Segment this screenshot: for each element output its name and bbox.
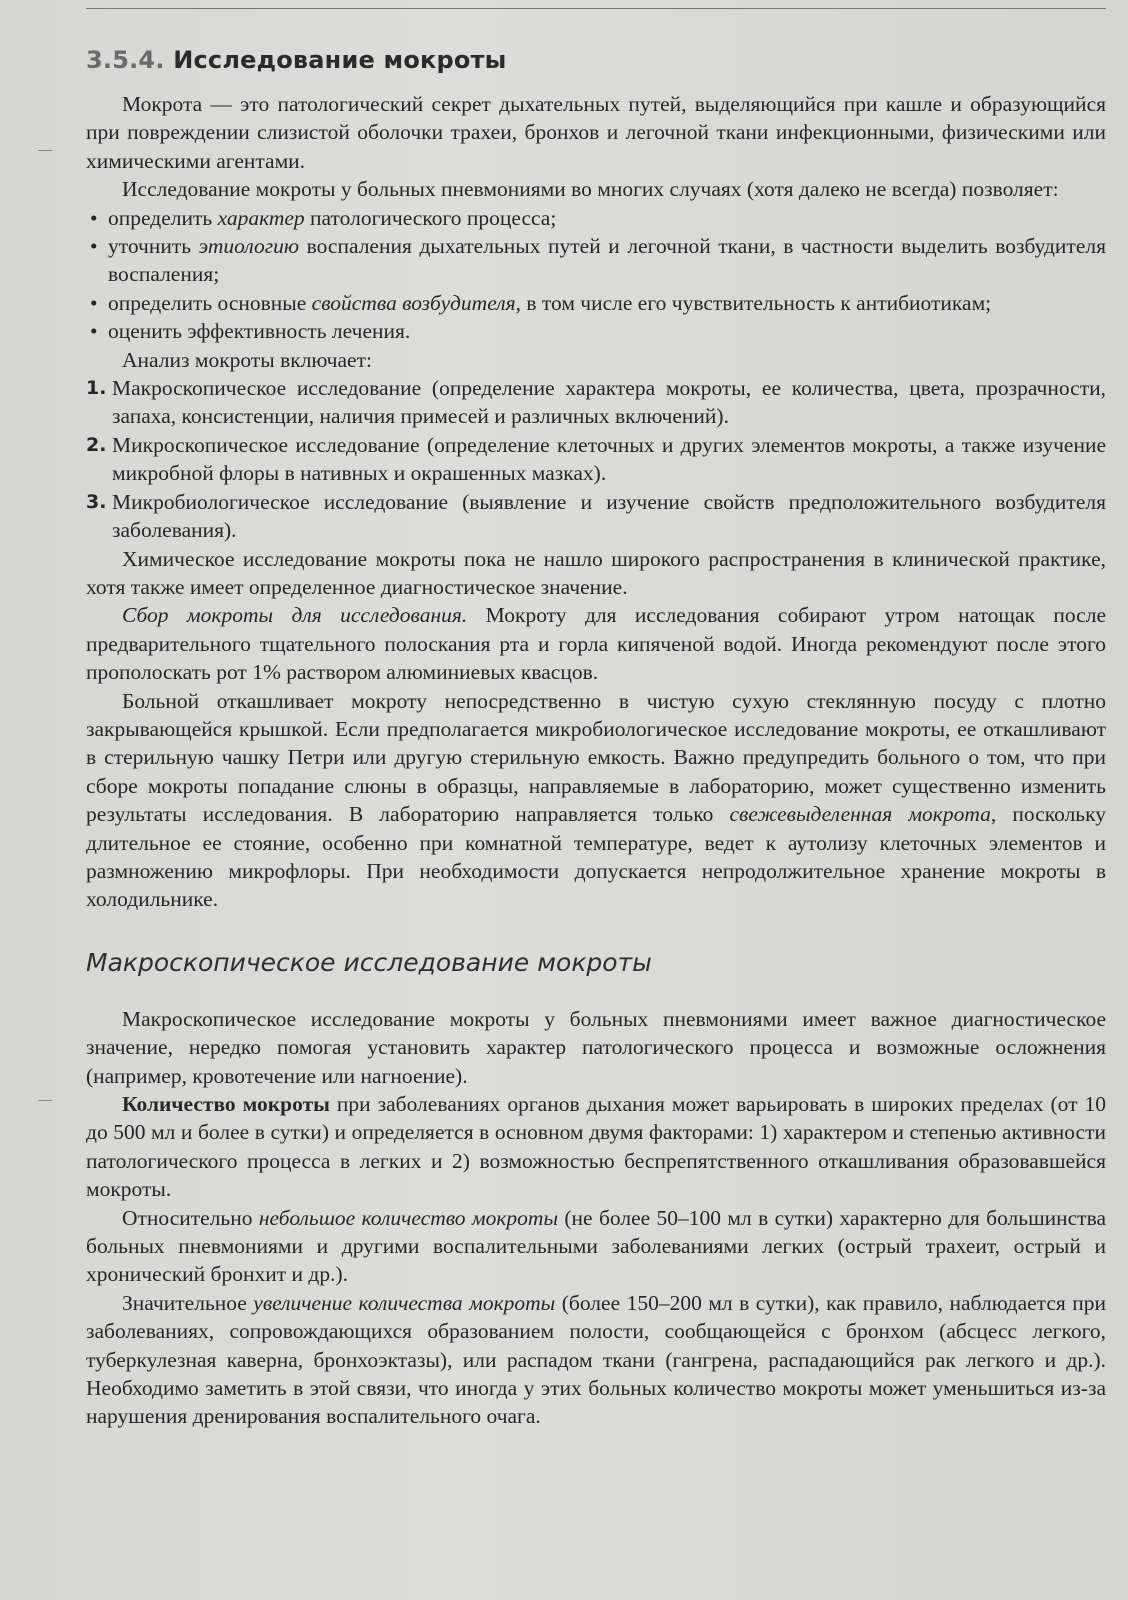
intro-paragraph: Исследование мокроты у больных пневмониями во многих случаях (хотя далеко не всегда) позволяет: (122, 177, 1059, 202)
header-rule (86, 8, 1106, 9)
list-item: 2. Микроскопическое исследование (определение клеточных и других элементов мокроты, а также изучение микробной флоры в нативных и окрашенных мазках). (86, 432, 1106, 486)
macro-paragraph: Количество мокроты при заболеваниях органов дыхания может варьировать в широких пределах (от 10 до 500 мл и более в сутки) и определяется в основном двумя факторами: 1) характером и степенью активности патологического процесса в легких и 2) возможностью беспрепятственного откашливания образовавшейся мокроты. (86, 1092, 1106, 1202)
subsection-title: Макроскопическое исследование мокроты (86, 947, 652, 977)
collection-paragraph: Сбор мокроты для исследования. Мокроту для исследования собирают утром натощак после предварительного тщательного полоскания рта и горла кипяченой водой. Иногда рекомендуют после этого прополоскать рот 1% раствором алюминиевых квасцов. (86, 603, 1106, 685)
list-item: • оценить эффективность лечения. (86, 317, 1106, 345)
intro-paragraph: Мокрота — это патологический секрет дыхательных путей, выделяющийся при кашле и образующийся при повреждении слизистой оболочки трахеи, бронхов и легочной ткани инфекционными, физическими или химическими агентами. (86, 92, 1106, 173)
macro-paragraph: Макроскопическое исследование мокроты у больных пневмониями имеет важное диагностическое значение, нередко помогая установить характер патологического процесса и возможные осложнения (например, кровотечение или нагноение). (86, 1006, 1106, 1088)
chemical-paragraph: Химическое исследование мокроты пока не нашло широкого распространения в клинической практике, хотя также имеет определенное диагностическое значение. (86, 546, 1106, 599)
list-item: 1. Макроскопическое исследование (определение характера мокроты, ее количества, цвета, прозрачности, запаха, консистенции, наличия примесей и различных включений). (86, 376, 1106, 429)
goals-list (86, 204, 1106, 346)
analysis-list (86, 374, 1106, 544)
section-title (86, 46, 1106, 74)
patient-paragraph: Больной откашливает мокроту непосредственно в чистую сухую стеклянную посуду с плотно закрывающейся крышкой. Если предполагается микробиологическое исследование мокроты, ее откашливают в стерильную чашку Петри или другую стерильную емкость. Важно предупредить больного о том, что при сборе мокроты попадание слюны в образцы, направляемые в лабораторию, может существенно изменить результаты исследования. В лабораторию направляется только свежевыделенная мокрота, поскольку длительное ее стояние, особенно при комнатной температуре, ведет к аутолизу клеточных элементов и размножению микрофлоры. При необходимости допускается непродолжительное хранение мокроты в холодильнике. (86, 688, 1106, 912)
margin-mark (38, 1100, 52, 1101)
list-item: • уточнить этиологию воспаления дыхательных путей и легочной ткани, в частности выделить возбудителя воспаления; (86, 232, 1106, 289)
analysis-lead: Анализ мокроты включает: (122, 347, 372, 372)
section-number: 3.5.4. (86, 46, 165, 74)
margin-mark (38, 150, 52, 151)
list-item: • определить характер патологического процесса; (86, 204, 1106, 232)
list-item: • определить основные свойства возбудителя, в том числе его чувствительность к антибиотикам; (86, 289, 1106, 317)
list-item: 3. Микробиологическое исследование (выявление и изучение свойств предположительного возбудителя заболевания). (86, 489, 1106, 543)
section-heading: Исследование мокроты (173, 46, 507, 74)
macro-paragraph: Относительно небольшое количество мокроты (не более 50–100 мл в сутки) характерно для большинства больных пневмониями и другими воспалительными заболеваниями легких (острый трахеит, острый и хронический бронхит и др.). (86, 1205, 1106, 1287)
macro-paragraph: Значительное увеличение количества мокроты (более 150–200 мл в сутки), как правило, наблюдается при заболеваниях, сопровождающихся образованием полости, сообщающейся с бронхом (абсцесс легкого, туберкулезная каверна, бронхоэктазы), или распадом ткани (гангрена, распадающийся рак легкого и др.). Необходимо заметить в этой связи, что иногда у этих больных количество мокроты может уменьшиться из-за нарушения дренирования воспалительного очага. (86, 1290, 1107, 1429)
